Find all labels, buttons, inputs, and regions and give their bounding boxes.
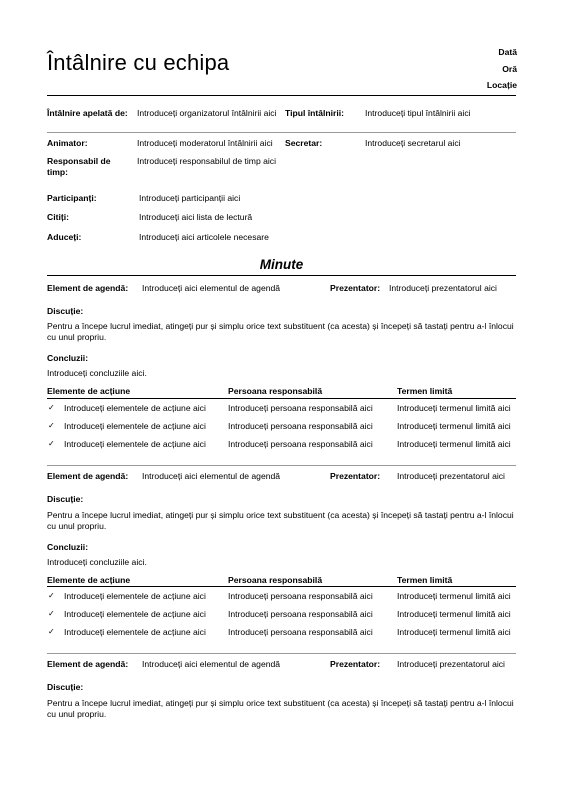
action-item[interactable]: Introduceți elementele de acțiune aici bbox=[64, 421, 206, 431]
discussion-text[interactable]: Pentru a începe lucrul imediat, atingeți pur și simplu orice text substituent (ca acesta) și începeți să tastați pentru a-l înlocui cu unul propriu. bbox=[47, 698, 514, 719]
deadline-header: Termen limită bbox=[397, 386, 453, 396]
meeting-type-label: Tipul întâlnirii: bbox=[285, 108, 345, 118]
conclusions-label: Concluzii: bbox=[47, 542, 89, 552]
table-rule bbox=[47, 398, 516, 399]
presenter-label: Prezentator: bbox=[330, 471, 381, 481]
reading-value[interactable]: Introduceți aici lista de lectură bbox=[139, 212, 253, 222]
deadline[interactable]: Introduceți termenul limită aici bbox=[397, 591, 511, 601]
deadline[interactable]: Introduceți termenul limită aici bbox=[397, 627, 511, 637]
reading-label: Citiți: bbox=[47, 212, 69, 222]
facilitator-label: Animator: bbox=[47, 138, 88, 148]
facilitator-value[interactable]: Introduceți moderatorul întâlnirii aici bbox=[137, 138, 273, 148]
timekeeper-label: Responsabil de timp: bbox=[47, 156, 111, 177]
action-item[interactable]: Introduceți elementele de acțiune aici bbox=[64, 627, 206, 637]
presenter-value[interactable]: Introduceți prezentatorul aici bbox=[397, 659, 505, 669]
page-title: Întâlnire cu echipa bbox=[47, 50, 230, 75]
responsible-person[interactable]: Introduceți persoana responsabilă aici bbox=[228, 403, 373, 413]
block-divider bbox=[47, 653, 516, 654]
check-icon: ✓ bbox=[48, 421, 55, 430]
responsible-person[interactable]: Introduceți persoana responsabilă aici bbox=[228, 439, 373, 449]
presenter-value[interactable]: Introduceți prezentatorul aici bbox=[389, 283, 497, 293]
check-icon: ✓ bbox=[48, 627, 55, 636]
action-items-header: Elemente de acțiune bbox=[47, 575, 131, 585]
action-items-header: Elemente de acțiune bbox=[47, 386, 131, 396]
deadline[interactable]: Introduceți termenul limită aici bbox=[397, 403, 511, 413]
deadline[interactable]: Introduceți termenul limită aici bbox=[397, 421, 511, 431]
responsible-header: Persoana responsabilă bbox=[228, 575, 323, 585]
meeting-location: Locație bbox=[486, 80, 517, 90]
presenter-label: Prezentator: bbox=[330, 659, 381, 669]
called-by-label: Întâlnire apelată de: bbox=[47, 108, 128, 118]
responsible-header: Persoana responsabilă bbox=[228, 386, 323, 396]
presenter-label: Prezentator: bbox=[330, 283, 381, 293]
bring-label: Aduceți: bbox=[47, 232, 82, 242]
table-rule bbox=[47, 586, 516, 587]
discussion-label: Discuție: bbox=[47, 306, 84, 316]
timekeeper-value[interactable]: Introduceți responsabilul de timp aici bbox=[137, 156, 277, 166]
deadline[interactable]: Introduceți termenul limită aici bbox=[397, 609, 511, 619]
meeting-date: Dată bbox=[498, 47, 517, 57]
responsible-person[interactable]: Introduceți persoana responsabilă aici bbox=[228, 627, 373, 637]
action-item[interactable]: Introduceți elementele de acțiune aici bbox=[64, 591, 206, 601]
check-icon: ✓ bbox=[48, 591, 55, 600]
secretary-value[interactable]: Introduceți secretarul aici bbox=[365, 138, 461, 148]
minutes-heading: Minute bbox=[259, 257, 304, 272]
discussion-label: Discuție: bbox=[47, 682, 84, 692]
conclusions-label: Concluzii: bbox=[47, 353, 89, 363]
responsible-person[interactable]: Introduceți persoana responsabilă aici bbox=[228, 421, 373, 431]
action-item[interactable]: Introduceți elementele de acțiune aici bbox=[64, 609, 206, 619]
conclusions-text[interactable]: Introduceți concluziile aici. bbox=[47, 368, 147, 378]
deadline-header: Termen limită bbox=[397, 575, 453, 585]
deadline[interactable]: Introduceți termenul limită aici bbox=[397, 439, 511, 449]
check-icon: ✓ bbox=[48, 439, 55, 448]
attendees-label: Participanți: bbox=[47, 193, 97, 203]
discussion-text[interactable]: Pentru a începe lucrul imediat, atingeți pur și simplu orice text substituent (ca acesta) și începeți să tastați pentru a-l înlocui cu unul propriu. bbox=[47, 510, 514, 531]
responsible-person[interactable]: Introduceți persoana responsabilă aici bbox=[228, 609, 373, 619]
agenda-label: Element de agendă: bbox=[47, 283, 129, 293]
agenda-value[interactable]: Introduceți aici elementul de agendă bbox=[142, 471, 281, 481]
block-divider bbox=[47, 465, 516, 466]
agenda-value[interactable]: Introduceți aici elementul de agendă bbox=[142, 283, 281, 293]
action-item[interactable]: Introduceți elementele de acțiune aici bbox=[64, 439, 206, 449]
responsible-person[interactable]: Introduceți persoana responsabilă aici bbox=[228, 591, 373, 601]
agenda-label: Element de agendă: bbox=[47, 659, 129, 669]
meeting-time: Oră bbox=[502, 64, 517, 74]
info-rule bbox=[47, 132, 516, 133]
header-rule bbox=[47, 95, 516, 96]
check-icon: ✓ bbox=[48, 403, 55, 412]
discussion-text[interactable]: Pentru a începe lucrul imediat, atingeți pur și simplu orice text substituent (ca acesta) și începeți să tastați pentru a-l înlocui cu unul propriu. bbox=[47, 321, 514, 342]
bring-value[interactable]: Introduceți aici articolele necesare bbox=[139, 232, 269, 242]
conclusions-text[interactable]: Introduceți concluziile aici. bbox=[47, 557, 147, 567]
minutes-rule bbox=[47, 275, 516, 276]
check-icon: ✓ bbox=[48, 609, 55, 618]
agenda-label: Element de agendă: bbox=[47, 471, 129, 481]
secretary-label: Secretar: bbox=[285, 138, 323, 148]
action-item[interactable]: Introduceți elementele de acțiune aici bbox=[64, 403, 206, 413]
called-by-value[interactable]: Introduceți organizatorul întâlnirii aici bbox=[137, 108, 277, 118]
agenda-value[interactable]: Introduceți aici elementul de agendă bbox=[142, 659, 281, 669]
attendees-value[interactable]: Introduceți participanții aici bbox=[139, 193, 241, 203]
meeting-type-value[interactable]: Introduceți tipul întâlnirii aici bbox=[365, 108, 471, 118]
discussion-label: Discuție: bbox=[47, 494, 84, 504]
presenter-value[interactable]: Introduceți prezentatorul aici bbox=[397, 471, 505, 481]
